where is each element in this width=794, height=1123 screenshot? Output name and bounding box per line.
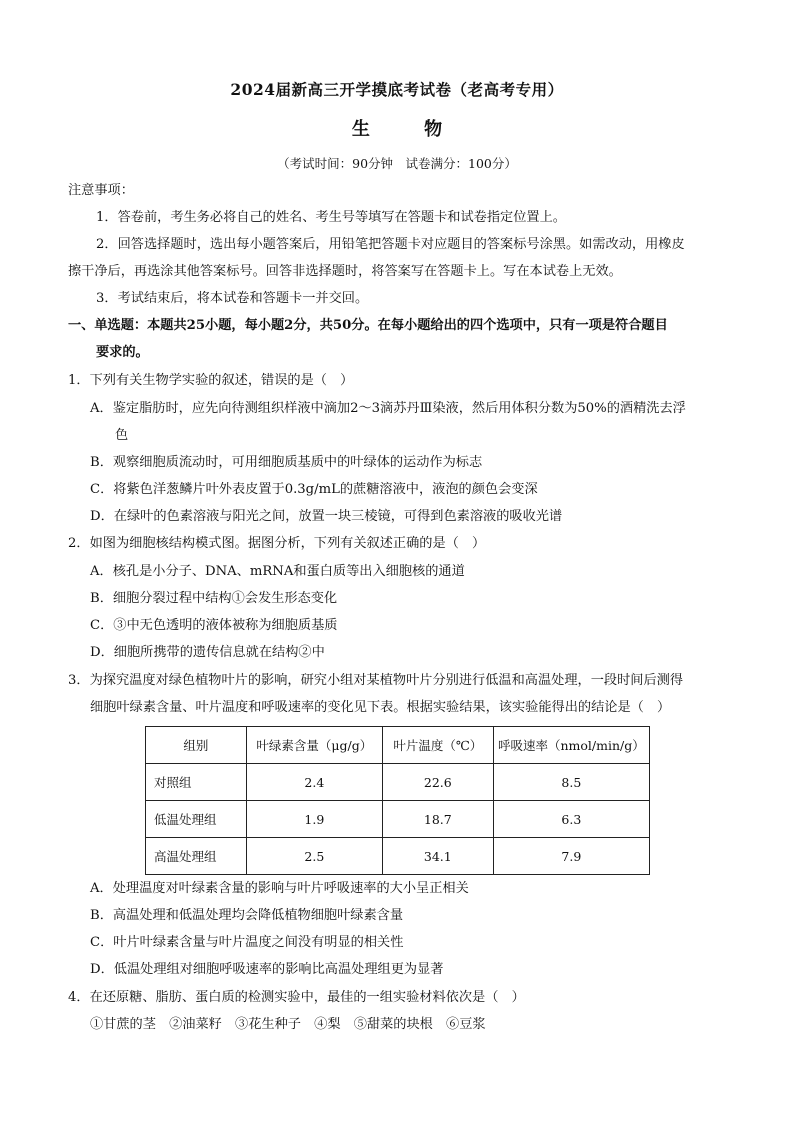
table-cell: 2.4: [246, 764, 382, 801]
exam-title: 2024届新高三开学摸底考试卷（老高考专用）: [230, 80, 564, 99]
option-b: B．观察细胞质流动时，可用细胞质基质中的叶绿体的运动作为标志: [90, 455, 483, 470]
question-stem: 1．下列有关生物学实验的叙述，错误的是（ ）: [68, 373, 354, 388]
table-cell: 8.5: [493, 764, 649, 801]
notice-item: 2．回答选择题时，选出每小题答案后，用铅笔把答题卡对应题目的答案标号涂黑。如需改动，用橡皮: [96, 237, 685, 252]
table-header-cell: 组别: [146, 727, 247, 764]
table-cell: 22.6: [382, 764, 493, 801]
table-header-cell: 叶绿素含量（μg/g）: [246, 727, 382, 764]
option-d: D．低温处理组对细胞呼吸速率的影响比高温处理组更为显著: [90, 962, 444, 977]
table-cell: 34.1: [382, 838, 493, 875]
option-c: C．③中无色透明的液体被称为细胞质基质: [90, 618, 338, 633]
table-cell: 高温处理组: [146, 838, 247, 875]
table-cell: 对照组: [146, 764, 247, 801]
question-stem: 3．为探究温度对绿色植物叶片的影响，研究小组对某植物叶片分别进行低温和高温处理，一段时间后测得: [68, 673, 684, 688]
subject-title: 生 物: [351, 119, 443, 140]
option-a: A．鉴定脂肪时，应先向待测组织样液中滴加2～3滴苏丹Ⅲ染液，然后用体积分数为50%的酒精洗去浮: [90, 401, 686, 416]
section-heading-cont: 要求的。: [96, 345, 149, 360]
notice-item: 1．答卷前，考生务必将自己的姓名、考生号等填写在答题卡和试卷指定位置上。: [96, 210, 566, 225]
table-cell: 7.9: [493, 838, 649, 875]
table-header-row: [146, 727, 650, 764]
table-header-cell: 叶片温度（℃）: [382, 727, 493, 764]
notice-item: 擦干净后，再选涂其他答案标号。回答非选择题时，将答案写在答题卡上。写在本试卷上无效。: [68, 264, 622, 279]
material-list: ①甘蔗的茎 ②油菜籽 ③花生种子 ④梨 ⑤甜菜的块根 ⑥豆浆: [90, 1017, 486, 1032]
table-cell: 18.7: [382, 801, 493, 838]
table-header-cell: 呼吸速率（nmol/min/g）: [493, 727, 649, 764]
option-b: B．细胞分裂过程中结构①会发生形态变化: [90, 591, 338, 606]
section-heading: 一、单选题：本题共25小题，每小题2分，共50分。在每小题给出的四个选项中，只有一项是符合题目: [68, 318, 668, 333]
option-c: C．叶片叶绿素含量与叶片温度之间没有明显的相关性: [90, 935, 404, 950]
table-cell: 低温处理组: [146, 801, 247, 838]
notice-item: 3．考试结束后，将本试卷和答题卡一并交回。: [96, 291, 369, 306]
option-a-cont: 色: [115, 428, 129, 443]
question-stem-cont: 细胞叶绿素含量、叶片温度和呼吸速率的变化见下表。根据实验结果，该实验能得出的结论是（ ）: [90, 700, 671, 715]
exam-meta: （考试时间：90分钟 试卷满分：100分）: [277, 156, 517, 171]
option-b: B．高温处理和低温处理均会降低植物细胞叶绿素含量: [90, 908, 404, 923]
table-row: [146, 838, 650, 875]
question-stem: 2．如图为细胞核结构模式图。据图分析，下列有关叙述正确的是（ ）: [68, 536, 486, 551]
option-d: D．在绿叶的色素溶液与阳光之间，放置一块三棱镜，可得到色素溶液的吸收光谱: [90, 509, 563, 524]
option-a: A．处理温度对叶绿素含量的影响与叶片呼吸速率的大小呈正相关: [90, 881, 469, 896]
table-row: [146, 801, 650, 838]
table-cell: 2.5: [246, 838, 382, 875]
question-stem: 4．在还原糖、脂肪、蛋白质的检测实验中，最佳的一组实验材料依次是（ ）: [68, 990, 525, 1005]
results-table: [145, 726, 650, 875]
option-d: D．细胞所携带的遗传信息就在结构②中: [90, 645, 325, 660]
table-cell: 6.3: [493, 801, 649, 838]
table-row: [146, 764, 650, 801]
option-a: A．核孔是小分子、DNA、mRNA和蛋白质等出入细胞核的通道: [90, 564, 465, 579]
notice-heading: 注意事项：: [68, 183, 134, 198]
table-cell: 1.9: [246, 801, 382, 838]
option-c: C．将紫色洋葱鳞片叶外表皮置于0.3g/mL的蔗糖溶液中，液泡的颜色会变深: [90, 482, 538, 497]
